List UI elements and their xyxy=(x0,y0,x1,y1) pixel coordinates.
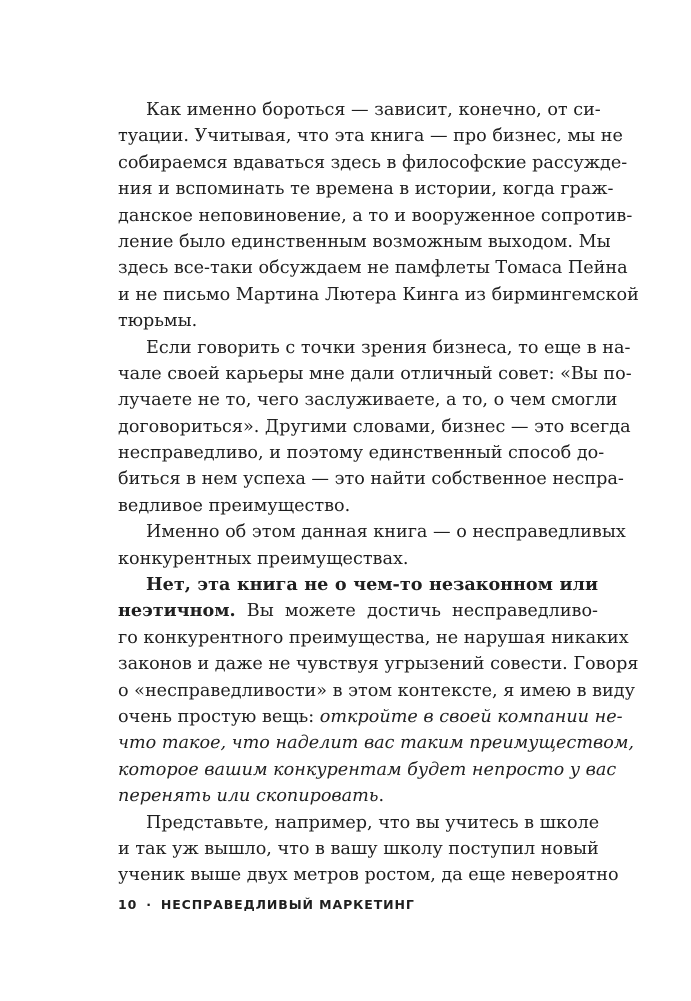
paragraph-2-line: чале своей карьеры мне дали отличный совет: «Вы по- xyxy=(118,363,632,384)
paragraph-2-line: несправедливо, и поэтому единственный способ до- xyxy=(118,443,605,464)
paragraph-5-line: Представьте, например, что вы учитесь в школе xyxy=(146,812,600,833)
paragraph-2-line: ведливое преимущество. xyxy=(118,495,351,516)
paragraph-4-line: го конкурентного преимущества, не нарушая никаких xyxy=(118,627,629,648)
paragraph-4-line: законов и даже не чувствуя угрызений совести. Говоря xyxy=(118,654,639,675)
paragraph-1-line: здесь все-таки обсуждаем не памфлеты Томаса Пейна xyxy=(118,258,628,279)
paragraph-1-line: ния и вспоминать те времена в истории, когда граж- xyxy=(118,179,614,200)
paragraph-2-line: договориться». Другими словами, бизнес — это всегда xyxy=(118,416,631,437)
page-number: 10 xyxy=(118,897,138,912)
paragraph-5-line: ученик выше двух метров ростом, да еще невероятно xyxy=(118,865,619,886)
running-footer xyxy=(118,897,415,912)
paragraph-text: Вы можете достичь несправедливо- xyxy=(246,601,598,622)
paragraph-3-line: Именно об этом данная книга — о несправедливых xyxy=(146,522,626,543)
italic-text: откройте в своей компании не- xyxy=(319,706,623,727)
paragraph-5-line: и так уж вышло, что в вашу школу поступил новый xyxy=(118,838,599,859)
book-title: НЕСПРАВЕДЛИВЫЙ МАРКЕТИНГ xyxy=(160,897,415,912)
paragraph-2-line: Если говорить с точки зрения бизнеса, то еще в на- xyxy=(146,337,631,358)
paragraph-1-line: данское неповиновение, а то и вооруженное сопротив- xyxy=(118,205,633,226)
paragraph-1-line: туации. Учитывая, что эта книга — про бизнес, мы не xyxy=(118,126,623,147)
paragraph-4-line: о «несправедливости» в этом контексте, я имею в виду xyxy=(118,680,635,701)
bold-text: Нет, эта книга не о чем-то незаконном или xyxy=(146,574,598,596)
paragraph-4-line xyxy=(118,598,598,624)
paragraph-4-line xyxy=(118,783,598,809)
paragraph-4-line xyxy=(118,572,598,598)
paragraph-text: . xyxy=(378,786,385,807)
paragraph-2-line: лучаете не то, чего заслуживаете, а то, о чем смогли xyxy=(118,390,618,411)
paragraph-1-line: тюрьмы. xyxy=(118,311,198,332)
paragraph-1-line: собираемся вдаваться здесь в философские рассужде- xyxy=(118,152,628,173)
paragraph-1-line: ление было единственным возможным выходом. Мы xyxy=(118,231,611,252)
body-text xyxy=(118,97,639,889)
footer-separator: · xyxy=(146,897,152,912)
paragraph-3-line: конкурентных преимуществах. xyxy=(118,548,409,569)
paragraph-1-line: Как именно бороться — зависит, конечно, от си- xyxy=(146,100,601,120)
bold-text: неэтичном. xyxy=(118,600,236,622)
italic-text: перенять или скопировать xyxy=(118,786,379,807)
paragraph-4-line: что такое, что наделит вас таким преимуществом, xyxy=(118,733,635,754)
paragraph-4-line xyxy=(118,704,623,730)
paragraph-4-line: которое вашим конкурентам будет непросто у вас xyxy=(118,759,617,780)
paragraph-2-line: биться в нем успеха — это найти собственное неспра- xyxy=(118,469,624,490)
paragraph-1-line: и не письмо Мартина Лютера Кинга из бирмингемской xyxy=(118,284,639,305)
paragraph-text: очень простую вещь: xyxy=(118,706,315,727)
